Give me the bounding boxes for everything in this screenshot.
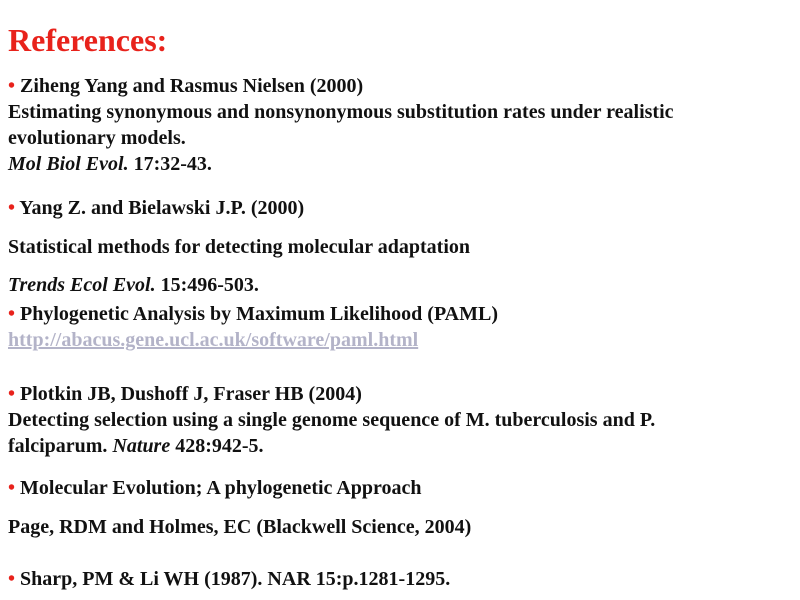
reference-publisher-line: Page, RDM and Holmes, EC (Blackwell Science, 2004) <box>8 516 472 538</box>
reference-heading: Ziheng Yang and Rasmus Nielsen (2000) <box>20 75 364 97</box>
reference-item-plotkin <box>8 381 768 459</box>
reference-title-line: Estimating synonymous and nonsynonymous substitution rates under realistic <box>8 101 674 123</box>
reference-heading: Sharp, PM & Li WH (1987). NAR 15:p.1281-1295. <box>20 568 451 590</box>
bullet-icon: • <box>8 75 16 97</box>
reference-item-yang-bielawski <box>8 195 768 221</box>
reference-heading: Plotkin JB, Dushoff J, Fraser HB (2004) <box>20 383 362 405</box>
reference-citation: 15:496-503. <box>160 274 259 296</box>
reference-title-line: falciparum. <box>8 435 108 457</box>
reference-title-line: Statistical methods for detecting molecular adaptation <box>8 236 471 258</box>
reference-heading: Phylogenetic Analysis by Maximum Likelihood (PAML) <box>20 303 498 325</box>
bullet-icon: • <box>8 197 16 219</box>
page-title: References: <box>8 22 168 58</box>
reference-title-line: evolutionary models. <box>8 127 186 149</box>
bullet-icon: • <box>8 303 16 325</box>
reference-journal: Trends Ecol Evol. <box>8 274 156 296</box>
reference-item-paml <box>8 301 768 353</box>
bullet-icon: • <box>8 568 16 590</box>
reference-citation: 428:942-5. <box>175 435 264 457</box>
reference-citation: 17:32-43. <box>133 153 212 175</box>
reference-item-molecular-evolution <box>8 475 768 501</box>
reference-title-line: Detecting selection using a single genome sequence of M. tuberculosis and P. <box>8 409 656 431</box>
reference-heading: Molecular Evolution; A phylogenetic Approach <box>20 477 422 499</box>
reference-heading: Yang Z. and Bielawski J.P. (2000) <box>19 197 305 219</box>
bullet-icon: • <box>8 477 16 499</box>
reference-journal: Nature <box>112 435 171 457</box>
paml-link[interactable]: http://abacus.gene.ucl.ac.uk/software/paml.html <box>8 329 419 351</box>
reference-item-sharp-li <box>8 566 768 592</box>
reference-item-yang-nielsen <box>8 73 768 177</box>
bullet-icon: • <box>8 383 16 405</box>
reference-journal: Mol Biol Evol. <box>8 153 129 175</box>
